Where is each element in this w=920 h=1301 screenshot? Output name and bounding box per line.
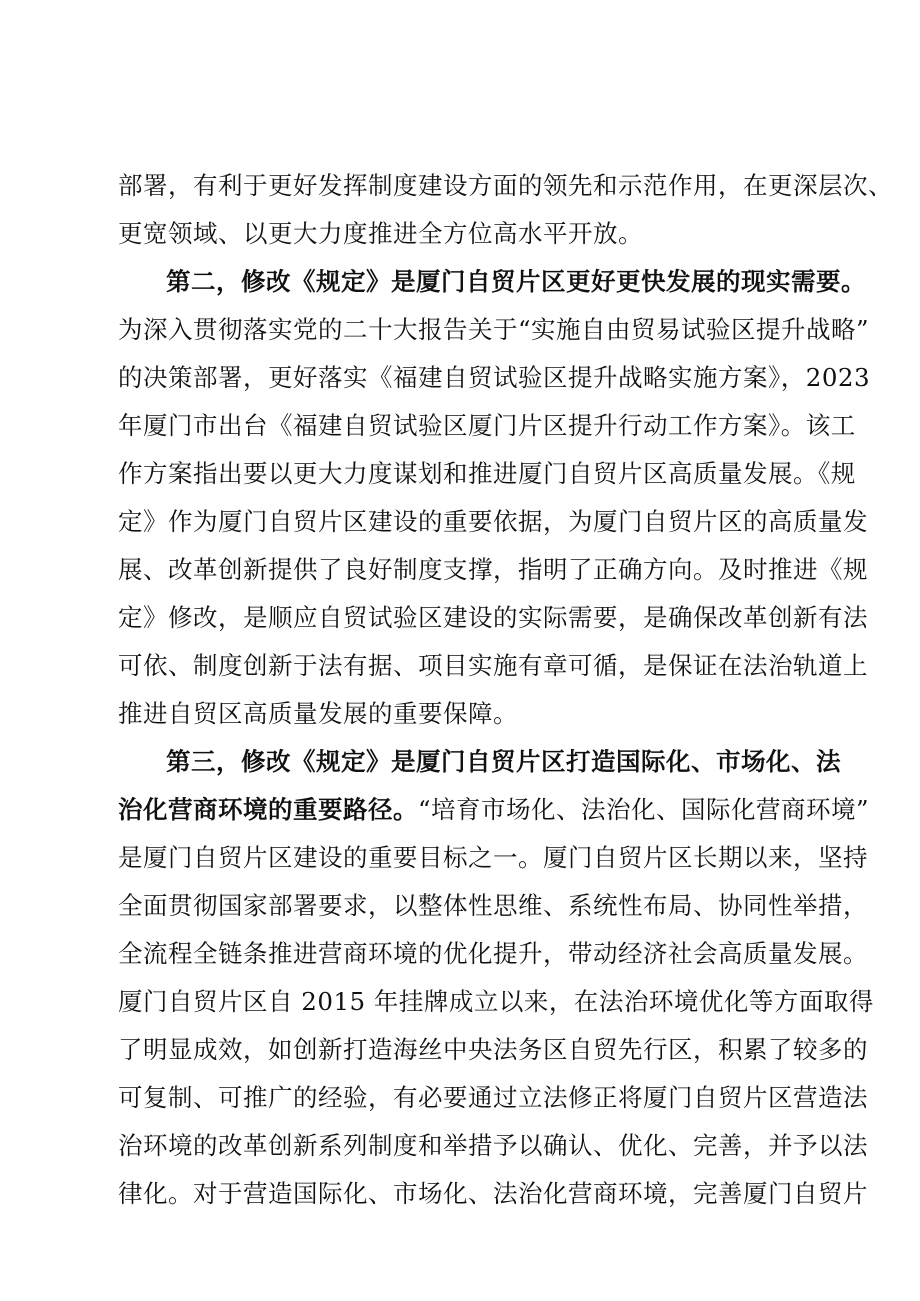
paragraph-line: 展、改革创新提供了良好制度支撑，指明了正确方向。及时推进《规: [118, 555, 868, 584]
paragraph-line: 的决策部署，更好落实《福建自贸试验区提升战略实施方案》，2023: [118, 363, 871, 392]
paragraph-line: 可依、制度创新于法有据、项目实施有章可循，是保证在法治轨道上: [118, 651, 868, 680]
paragraph-text: “培育市场化、法治化、国际化营商环境”: [418, 795, 870, 824]
paragraph-line: 了明显成效，如创新打造海丝中央法务区自贸先行区，积累了较多的: [118, 1035, 868, 1064]
paragraph-line: 全流程全链条推进营商环境的优化提升，带动经济社会高质量发展。: [118, 939, 868, 968]
mixed-heading-line: [118, 786, 870, 834]
paragraph-line: 为深入贯彻落实党的二十大报告关于“实施自由贸易试验区提升战略”: [118, 315, 870, 344]
paragraph-line: 厦门自贸片区自 2015 年挂牌成立以来，在法治环境优化等方面取得: [118, 987, 874, 1016]
section-heading-line: 第三，修改《规定》是厦门自贸片区打造国际化、市场化、法: [166, 747, 841, 776]
paragraph-line: 全面贯彻国家部署要求，以整体性思维、系统性布局、协同性举措，: [118, 891, 868, 920]
paragraph-line: 可复制、可推广的经验，有必要通过立法修正将厦门自贸片区营造法: [118, 1083, 868, 1112]
paragraph-line: 年厦门市出台《福建自贸试验区厦门片区提升行动工作方案》。该工: [118, 411, 856, 440]
paragraph-line: 更宽领域、以更大力度推进全方位高水平开放。: [118, 219, 643, 248]
paragraph-line: 律化。对于营造国际化、市场化、法治化营商环境，完善厦门自贸片: [118, 1179, 868, 1208]
paragraph-line: 是厦门自贸片区建设的重要目标之一。厦门自贸片区长期以来，坚持: [118, 843, 868, 872]
section-heading-line: 第二，修改《规定》是厦门自贸片区更好更快发展的现实需要。: [166, 267, 866, 296]
paragraph-line: 推进自贸区高质量发展的重要保障。: [118, 699, 518, 728]
paragraph-line: 治环境的改革创新系列制度和举措予以确认、优化、完善，并予以法: [118, 1131, 868, 1160]
section-heading-end: 治化营商环境的重要路径。: [118, 795, 418, 824]
paragraph-line: 作方案指出要以更大力度谋划和推进厦门自贸片区高质量发展。《规: [118, 459, 856, 488]
paragraph-line: 部署，有利于更好发挥制度建设方面的领先和示范作用，在更深层次、: [118, 171, 893, 200]
paragraph-line: 定》修改，是顺应自贸试验区建设的实际需要，是确保改革创新有法: [118, 603, 868, 632]
paragraph-line: 定》作为厦门自贸片区建设的重要依据，为厦门自贸片区的高质量发: [118, 507, 868, 536]
